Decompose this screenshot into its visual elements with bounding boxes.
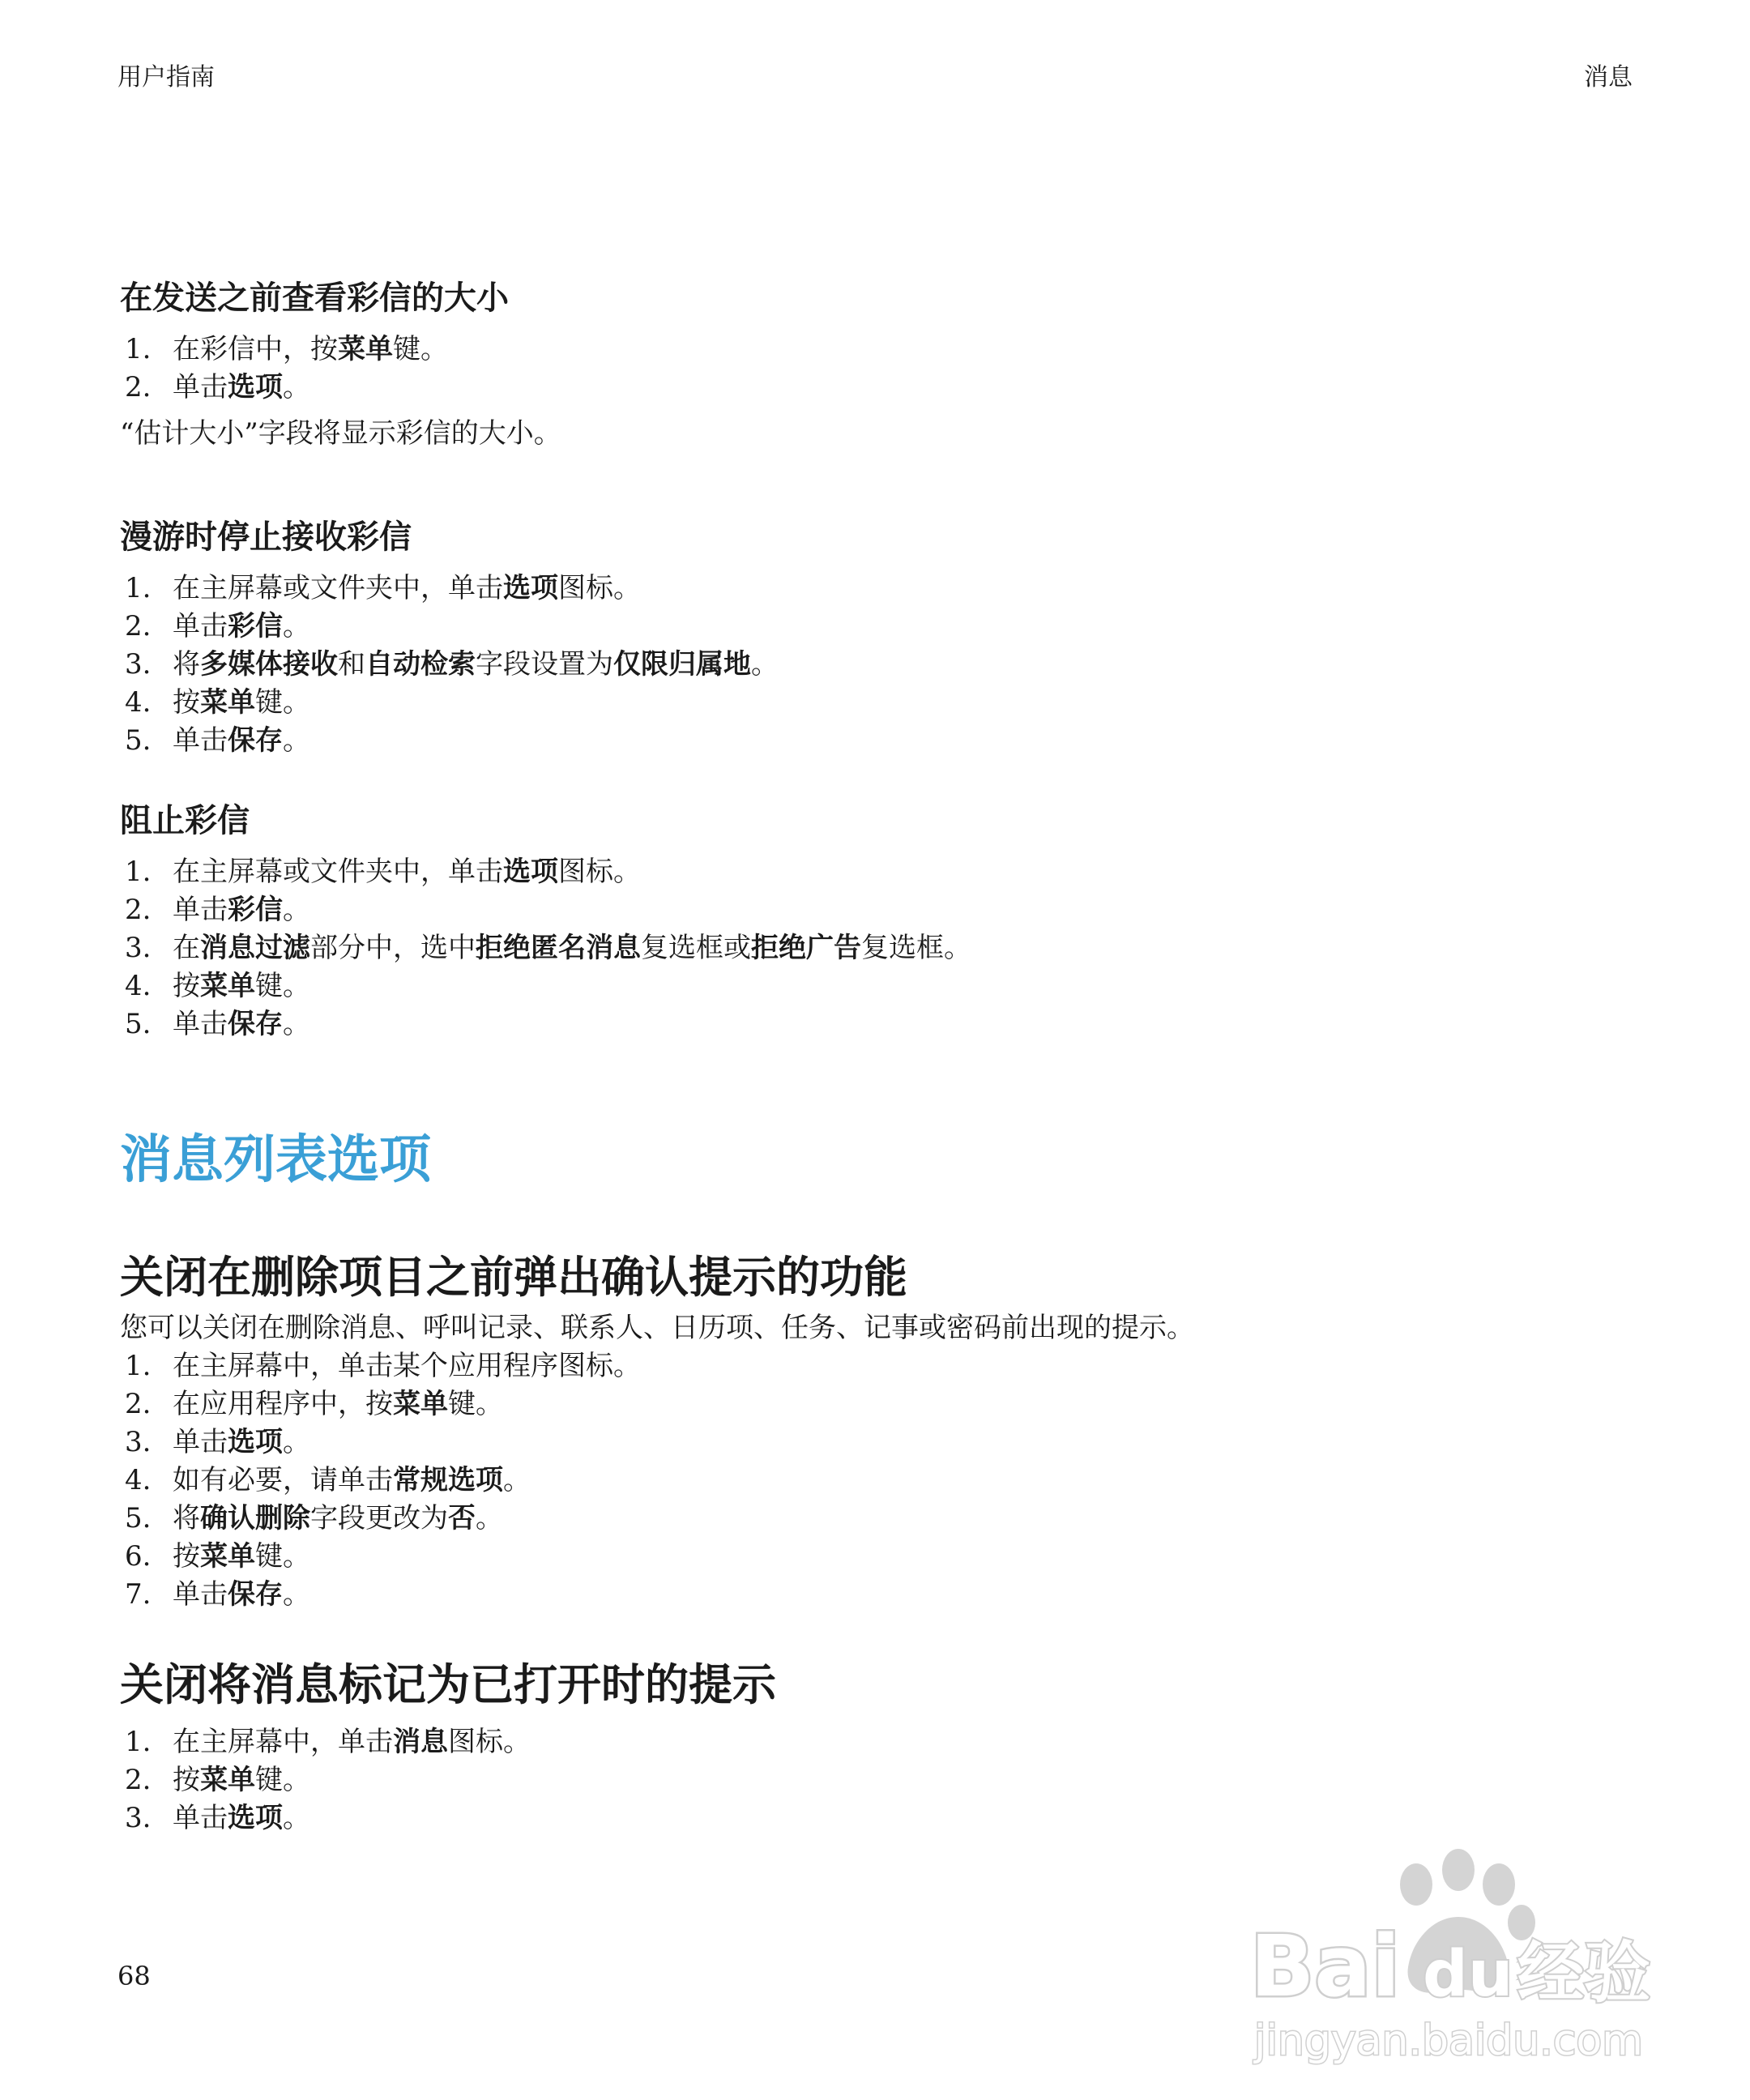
step-number: 2. [125,1764,152,1796]
step-text: 在 [173,932,200,964]
ui-term: 菜单 [200,686,255,719]
section-check-mms-size [120,282,1643,453]
ui-term: 消息 [393,1726,448,1758]
step-list [120,331,1643,407]
ui-term: 选项 [228,1426,283,1458]
step-number: 2. [125,1388,152,1420]
ui-term: 多媒体接收 [200,648,338,681]
step-text: 单击 [173,1008,228,1040]
step-text: 。 [751,648,779,681]
step-text: 图标。 [448,1726,531,1758]
ui-term: 保存 [228,724,283,757]
step-text: 键。 [393,333,448,365]
step-text: 。 [283,1578,310,1611]
step-item [120,1761,1643,1799]
step-text: 如有必要，请单击 [173,1464,393,1496]
step-item [120,1385,1643,1423]
step-text: 。 [283,371,310,403]
step-item [120,646,1643,684]
running-header-chapter: 消息 [1584,63,1633,92]
watermark-brand: Bai [1250,1917,1401,2016]
ui-term: 保存 [228,1008,283,1040]
step-text: 单击 [173,724,228,757]
step-text: 单击 [173,610,228,642]
step-number: 3. [125,1426,152,1458]
section-disable-mark-opened-prompt [120,1659,1643,1838]
section-heading: 在发送之前查看彩信的大小 [120,280,509,317]
step-item [120,369,1643,407]
step-number: 2. [125,610,152,642]
step-text: 在应用程序中，按 [173,1388,393,1420]
step-text: 复选框。 [861,932,971,964]
ui-term: 菜单 [200,970,255,1002]
ui-term: 常规选项 [393,1464,503,1496]
ui-term: 选项 [503,572,558,604]
ui-term: 保存 [228,1578,283,1611]
section-heading: 漫游时停止接收彩信 [120,519,412,556]
step-number: 1. [125,1350,152,1382]
step-text: 。 [283,1802,310,1834]
ui-term: 拒绝广告 [751,932,861,964]
step-number: 2. [125,371,152,403]
ui-term: 拒绝匿名消息 [476,932,641,964]
step-item [120,1347,1643,1385]
step-item [120,853,1643,891]
step-number: 6. [125,1540,152,1573]
ui-term: 否 [448,1502,476,1534]
step-item [120,722,1643,760]
step-list [120,1723,1643,1838]
ui-term: 彩信 [228,894,283,926]
step-text: 单击 [173,1578,228,1611]
step-text: 将 [173,1502,200,1534]
step-number: 7. [125,1578,152,1611]
ui-term: 菜单 [393,1388,448,1420]
step-number: 1. [125,856,152,888]
step-item [120,570,1643,608]
ui-term: 选项 [228,1802,283,1834]
step-number: 3. [125,932,152,964]
step-text: 将 [173,648,200,681]
section-heading: 阻止彩信 [120,802,250,839]
section-heading: 关闭将消息标记为已打开时的提示 [120,1659,776,1710]
ui-term: 仅限归属地 [613,648,751,681]
step-number: 4. [125,1464,152,1496]
section-stop-mms-roaming [120,521,1643,760]
step-number: 5. [125,724,152,757]
ui-term: 选项 [503,856,558,888]
step-item [120,1576,1643,1614]
note-text: “估计大小”字段将显示彩信的大小。 [120,417,561,450]
step-text: 键。 [255,686,310,719]
step-text: 按 [173,1540,200,1573]
step-text: 字段更改为 [310,1502,448,1534]
step-item [120,1538,1643,1576]
step-text: 和 [338,648,365,681]
ui-term: 彩信 [228,610,283,642]
ui-term: 菜单 [200,1540,255,1573]
step-text: 单击 [173,1426,228,1458]
step-text: 单击 [173,1802,228,1834]
step-text: 在彩信中，按 [173,333,338,365]
step-text: 图标。 [558,572,641,604]
ui-term: 选项 [228,371,283,403]
step-item [120,608,1643,646]
ui-term: 消息过滤 [200,932,310,964]
step-item [120,1723,1643,1761]
step-item [120,1462,1643,1500]
step-text: 部分中，选中 [310,932,476,964]
step-text: 键。 [255,1764,310,1796]
step-text: 在主屏幕或文件夹中，单击 [173,856,503,888]
step-text: 字段设置为 [476,648,613,681]
step-text: 复选框或 [641,932,751,964]
step-item [120,1423,1643,1462]
step-item [120,967,1643,1005]
step-number: 3. [125,1802,152,1834]
chapter-heading: 消息列表选项 [120,1130,431,1190]
step-text: 图标。 [558,856,641,888]
step-text: 单击 [173,371,228,403]
section-heading: 关闭在删除项目之前弹出确认提示的功能 [120,1252,907,1303]
step-number: 4. [125,686,152,719]
step-text: 键。 [255,970,310,1002]
step-item [120,331,1643,369]
step-list [120,570,1643,760]
step-item [120,1500,1643,1538]
step-text: 在主屏幕中，单击 [173,1726,393,1758]
step-text: 按 [173,686,200,719]
section-disable-delete-confirm [120,1252,1643,1614]
step-text: 键。 [448,1388,503,1420]
step-number: 2. [125,894,152,926]
step-text: 。 [283,894,310,926]
step-number: 4. [125,970,152,1002]
ui-term: 菜单 [338,333,393,365]
step-text: 在主屏幕中，单击某个应用程序图标。 [173,1350,641,1382]
step-number: 5. [125,1502,152,1534]
step-text: 。 [283,1426,310,1458]
step-text: 。 [503,1464,531,1496]
step-text: 。 [283,1008,310,1040]
step-number: 1. [125,1726,152,1758]
step-list [120,1347,1643,1614]
step-item [120,891,1643,929]
step-text: 。 [283,724,310,757]
ui-term: 自动检索 [365,648,476,681]
chapter-message-list-options [120,1130,1643,1190]
step-list [120,853,1643,1044]
step-text: 按 [173,970,200,1002]
step-text: 键。 [255,1540,310,1573]
step-item [120,929,1643,967]
step-item [120,1005,1643,1044]
step-number: 5. [125,1008,152,1040]
step-number: 3. [125,648,152,681]
baidu-jingyan-watermark [1246,1846,1659,2068]
page-number: 68 [117,1961,151,1991]
step-item [120,684,1643,722]
running-header-title: 用户指南 [117,63,215,92]
step-text: 在主屏幕或文件夹中，单击 [173,572,503,604]
intro-text: 您可以关闭在删除消息、呼叫记录、联系人、日历项、任务、记事或密码前出现的提示。 [120,1312,1194,1344]
ui-term: 菜单 [200,1764,255,1796]
step-text: 。 [283,610,310,642]
step-text: 。 [476,1502,503,1534]
section-block-mms [120,802,1643,1044]
step-number: 1. [125,333,152,365]
watermark-suffix: 经验 [1517,1935,1651,2012]
step-number: 1. [125,572,152,604]
ui-term: 确认删除 [200,1502,310,1534]
watermark-brand-du: du [1423,1938,1513,2011]
watermark-url: jingyan.baidu.com [1254,2017,1643,2065]
step-text: 按 [173,1764,200,1796]
step-item [120,1799,1643,1838]
step-text: 单击 [173,894,228,926]
